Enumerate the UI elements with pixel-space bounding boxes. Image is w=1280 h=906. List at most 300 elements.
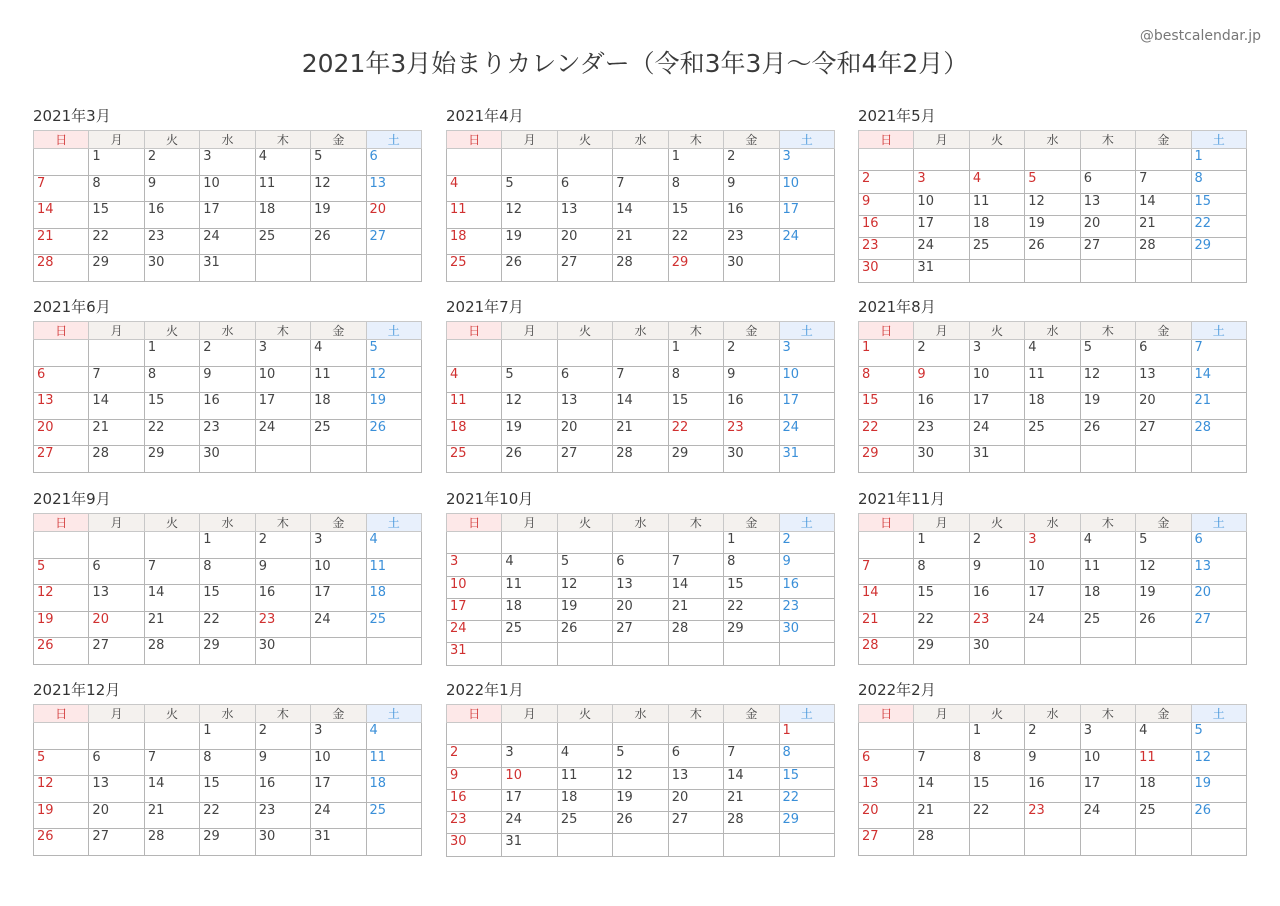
day-cell: 3 (311, 723, 366, 750)
week-row (34, 638, 422, 665)
day-cell: 9 (914, 366, 969, 393)
month-table (446, 704, 835, 857)
day-cell: 27 (89, 638, 144, 665)
day-cell: 25 (447, 446, 502, 473)
day-cell: 17 (779, 202, 834, 229)
day-cell: 13 (1136, 366, 1191, 393)
empty-cell (914, 723, 969, 750)
weekday-header-row (859, 514, 1247, 532)
day-cell: 19 (366, 393, 421, 420)
day-cell: 18 (969, 215, 1024, 237)
empty-cell (724, 834, 779, 856)
day-cell: 25 (1080, 611, 1135, 638)
weekday-header: 水 (1025, 322, 1080, 340)
weekday-header: 土 (1191, 705, 1246, 723)
day-cell: 25 (557, 812, 612, 834)
day-cell: 16 (255, 776, 310, 803)
empty-cell (1080, 638, 1135, 665)
week-row (34, 558, 422, 585)
weekday-header: 月 (89, 131, 144, 149)
day-cell: 12 (311, 175, 366, 202)
empty-cell (89, 532, 144, 559)
day-cell: 16 (144, 202, 199, 229)
day-cell: 3 (311, 532, 366, 559)
weekday-header: 金 (311, 322, 366, 340)
day-cell: 2 (447, 745, 502, 767)
day-cell: 22 (1191, 215, 1246, 237)
day-cell: 3 (779, 340, 834, 367)
day-cell: 11 (1136, 749, 1191, 776)
day-cell: 10 (914, 193, 969, 215)
day-cell: 16 (200, 393, 255, 420)
weekday-header: 木 (668, 705, 723, 723)
day-cell: 23 (447, 812, 502, 834)
day-cell: 1 (779, 723, 834, 745)
day-cell: 14 (34, 202, 89, 229)
empty-cell (1025, 260, 1080, 282)
day-cell: 24 (502, 812, 557, 834)
day-cell: 5 (311, 149, 366, 176)
weekday-header: 金 (311, 514, 366, 532)
day-cell: 14 (724, 767, 779, 789)
day-cell: 22 (200, 802, 255, 829)
month-table (33, 704, 422, 856)
day-cell: 25 (502, 621, 557, 643)
empty-cell (1025, 446, 1080, 473)
weekday-header: 日 (34, 131, 89, 149)
day-cell: 19 (34, 611, 89, 638)
month-table (858, 130, 1247, 283)
month-calendar (858, 680, 1247, 856)
day-cell: 16 (969, 585, 1024, 612)
day-cell: 2 (144, 149, 199, 176)
day-cell: 5 (34, 749, 89, 776)
day-cell: 5 (1025, 171, 1080, 193)
weekday-header: 日 (859, 131, 914, 149)
month-calendar (446, 680, 835, 857)
day-cell: 19 (34, 802, 89, 829)
weekday-header: 月 (502, 514, 557, 532)
empty-cell (447, 532, 502, 554)
weekday-header: 日 (447, 705, 502, 723)
day-cell: 28 (724, 812, 779, 834)
month-title: 2021年12月 (33, 681, 121, 699)
day-cell: 15 (779, 767, 834, 789)
empty-cell (366, 638, 421, 665)
weekday-header: 木 (1080, 322, 1135, 340)
day-cell: 11 (366, 749, 421, 776)
month-calendar (446, 489, 835, 666)
month-title: 2021年3月 (33, 107, 111, 125)
day-cell: 11 (447, 393, 502, 420)
empty-cell (502, 643, 557, 665)
day-cell: 14 (144, 585, 199, 612)
day-cell: 21 (613, 228, 668, 255)
week-row (859, 340, 1247, 367)
day-cell: 24 (779, 419, 834, 446)
empty-cell (1191, 829, 1246, 856)
week-row (34, 175, 422, 202)
empty-cell (557, 532, 612, 554)
empty-cell (1191, 638, 1246, 665)
day-cell: 16 (724, 393, 779, 420)
week-row (34, 393, 422, 420)
week-row (447, 723, 835, 745)
day-cell: 31 (311, 829, 366, 856)
empty-cell (969, 829, 1024, 856)
empty-cell (969, 260, 1024, 282)
day-cell: 3 (779, 149, 834, 176)
day-cell: 8 (914, 558, 969, 585)
day-cell: 3 (1025, 532, 1080, 559)
day-cell: 22 (969, 802, 1024, 829)
day-cell: 11 (1025, 366, 1080, 393)
week-row (859, 638, 1247, 665)
week-row (859, 238, 1247, 260)
day-cell: 25 (366, 802, 421, 829)
week-row (447, 576, 835, 598)
day-cell: 28 (613, 255, 668, 282)
day-cell: 6 (366, 149, 421, 176)
day-cell: 25 (366, 611, 421, 638)
weekday-header: 木 (1080, 705, 1135, 723)
day-cell: 20 (557, 419, 612, 446)
day-cell: 26 (311, 228, 366, 255)
day-cell: 2 (859, 171, 914, 193)
day-cell: 6 (613, 554, 668, 576)
empty-cell (613, 149, 668, 176)
weekday-header: 火 (144, 131, 199, 149)
day-cell: 31 (969, 446, 1024, 473)
week-row (447, 598, 835, 620)
day-cell: 27 (859, 829, 914, 856)
day-cell: 10 (502, 767, 557, 789)
empty-cell (557, 340, 612, 367)
week-row (859, 558, 1247, 585)
weekday-header: 水 (613, 131, 668, 149)
day-cell: 22 (89, 228, 144, 255)
empty-cell (34, 149, 89, 176)
empty-cell (668, 532, 723, 554)
weekday-header-row (447, 705, 835, 723)
day-cell: 30 (255, 638, 310, 665)
week-row (447, 643, 835, 665)
month-title: 2021年7月 (446, 298, 524, 316)
day-cell: 2 (724, 340, 779, 367)
day-cell: 20 (89, 611, 144, 638)
day-cell: 31 (914, 260, 969, 282)
month-table (33, 130, 422, 282)
day-cell: 2 (779, 532, 834, 554)
week-row (34, 340, 422, 367)
empty-cell (255, 255, 310, 282)
empty-cell (144, 532, 199, 559)
day-cell: 1 (144, 340, 199, 367)
day-cell: 17 (914, 215, 969, 237)
weekday-header: 土 (779, 322, 834, 340)
day-cell: 13 (859, 776, 914, 803)
month-title: 2022年1月 (446, 681, 524, 699)
empty-cell (613, 340, 668, 367)
day-cell: 1 (200, 723, 255, 750)
day-cell: 14 (914, 776, 969, 803)
weekday-header: 月 (502, 322, 557, 340)
weekday-header: 日 (859, 705, 914, 723)
day-cell: 15 (1191, 193, 1246, 215)
day-cell: 9 (447, 767, 502, 789)
day-cell: 5 (1136, 532, 1191, 559)
page-title: 2021年3月始まりカレンダー（令和3年3月〜令和4年2月） (301, 49, 969, 78)
day-cell: 28 (914, 829, 969, 856)
week-row (34, 776, 422, 803)
day-cell: 4 (447, 366, 502, 393)
week-row (447, 228, 835, 255)
day-cell: 22 (724, 598, 779, 620)
weekday-header: 水 (613, 705, 668, 723)
day-cell: 30 (447, 834, 502, 856)
empty-cell (447, 723, 502, 745)
day-cell: 24 (311, 802, 366, 829)
day-cell: 7 (144, 558, 199, 585)
day-cell: 23 (724, 419, 779, 446)
day-cell: 18 (366, 776, 421, 803)
month-table (446, 130, 835, 282)
day-cell: 13 (557, 202, 612, 229)
day-cell: 3 (914, 171, 969, 193)
day-cell: 7 (1136, 171, 1191, 193)
day-cell: 14 (89, 393, 144, 420)
day-cell: 2 (200, 340, 255, 367)
day-cell: 10 (311, 558, 366, 585)
weekday-header: 火 (969, 705, 1024, 723)
day-cell: 23 (969, 611, 1024, 638)
empty-cell (668, 723, 723, 745)
day-cell: 15 (200, 776, 255, 803)
weekday-header: 水 (200, 514, 255, 532)
day-cell: 17 (200, 202, 255, 229)
day-cell: 16 (724, 202, 779, 229)
day-cell: 8 (668, 366, 723, 393)
day-cell: 14 (668, 576, 723, 598)
day-cell: 26 (1080, 419, 1135, 446)
day-cell: 13 (1080, 193, 1135, 215)
weekday-header: 土 (1191, 322, 1246, 340)
empty-cell (779, 643, 834, 665)
day-cell: 3 (447, 554, 502, 576)
weekday-header: 火 (969, 514, 1024, 532)
day-cell: 24 (447, 621, 502, 643)
weekday-header: 木 (668, 131, 723, 149)
day-cell: 25 (255, 228, 310, 255)
day-cell: 23 (255, 802, 310, 829)
day-cell: 19 (1136, 585, 1191, 612)
day-cell: 24 (1080, 802, 1135, 829)
empty-cell (557, 834, 612, 856)
day-cell: 21 (668, 598, 723, 620)
day-cell: 14 (1191, 366, 1246, 393)
day-cell: 12 (1080, 366, 1135, 393)
day-cell: 25 (969, 238, 1024, 260)
week-row (34, 446, 422, 473)
day-cell: 6 (557, 366, 612, 393)
day-cell: 30 (200, 446, 255, 473)
day-cell: 6 (668, 745, 723, 767)
day-cell: 10 (779, 366, 834, 393)
week-row (859, 585, 1247, 612)
day-cell: 23 (914, 419, 969, 446)
day-cell: 8 (969, 749, 1024, 776)
month-title: 2021年5月 (858, 107, 936, 125)
day-cell: 7 (613, 175, 668, 202)
day-cell: 20 (859, 802, 914, 829)
week-row (34, 202, 422, 229)
empty-cell (311, 255, 366, 282)
day-cell: 27 (1080, 238, 1135, 260)
weekday-header: 土 (366, 514, 421, 532)
day-cell: 7 (724, 745, 779, 767)
day-cell: 13 (557, 393, 612, 420)
day-cell: 7 (89, 366, 144, 393)
empty-cell (859, 723, 914, 750)
empty-cell (1136, 149, 1191, 171)
day-cell: 12 (1025, 193, 1080, 215)
month-calendar (33, 680, 422, 856)
day-cell: 9 (255, 749, 310, 776)
day-cell: 8 (779, 745, 834, 767)
day-cell: 27 (557, 255, 612, 282)
weekday-header-row (859, 131, 1247, 149)
week-row (34, 255, 422, 282)
day-cell: 21 (1136, 215, 1191, 237)
day-cell: 6 (557, 175, 612, 202)
day-cell: 22 (668, 419, 723, 446)
empty-cell (1080, 446, 1135, 473)
week-row (447, 393, 835, 420)
day-cell: 21 (724, 789, 779, 811)
day-cell: 10 (1025, 558, 1080, 585)
week-row (447, 255, 835, 282)
weekday-header: 日 (447, 131, 502, 149)
month-calendar (858, 106, 1247, 283)
week-row (447, 175, 835, 202)
day-cell: 4 (447, 175, 502, 202)
day-cell: 17 (969, 393, 1024, 420)
week-row (34, 611, 422, 638)
day-cell: 5 (1080, 340, 1135, 367)
week-row (859, 171, 1247, 193)
day-cell: 31 (502, 834, 557, 856)
day-cell: 22 (859, 419, 914, 446)
day-cell: 5 (502, 175, 557, 202)
week-row (859, 193, 1247, 215)
weekday-header: 木 (255, 705, 310, 723)
day-cell: 9 (144, 175, 199, 202)
empty-cell (34, 532, 89, 559)
weekday-header: 火 (557, 131, 612, 149)
day-cell: 13 (34, 393, 89, 420)
week-row (447, 446, 835, 473)
weekday-header-row (34, 705, 422, 723)
day-cell: 13 (613, 576, 668, 598)
empty-cell (1080, 260, 1135, 282)
day-cell: 25 (1025, 419, 1080, 446)
weekday-header: 日 (447, 514, 502, 532)
day-cell: 29 (1191, 238, 1246, 260)
day-cell: 21 (89, 419, 144, 446)
empty-cell (502, 532, 557, 554)
day-cell: 5 (613, 745, 668, 767)
day-cell: 7 (668, 554, 723, 576)
weekday-header: 水 (200, 322, 255, 340)
day-cell: 29 (200, 638, 255, 665)
month-table (858, 513, 1247, 665)
day-cell: 17 (502, 789, 557, 811)
day-cell: 1 (969, 723, 1024, 750)
day-cell: 29 (914, 638, 969, 665)
weekday-header: 火 (557, 322, 612, 340)
week-row (34, 419, 422, 446)
week-row (859, 532, 1247, 559)
empty-cell (914, 149, 969, 171)
day-cell: 2 (724, 149, 779, 176)
weekday-header: 木 (668, 322, 723, 340)
day-cell: 27 (557, 446, 612, 473)
day-cell: 12 (34, 776, 89, 803)
day-cell: 9 (724, 366, 779, 393)
week-row (34, 723, 422, 750)
day-cell: 18 (502, 598, 557, 620)
day-cell: 1 (200, 532, 255, 559)
day-cell: 24 (1025, 611, 1080, 638)
weekday-header: 金 (1136, 705, 1191, 723)
day-cell: 8 (89, 175, 144, 202)
day-cell: 10 (255, 366, 310, 393)
empty-cell (1025, 638, 1080, 665)
day-cell: 27 (1136, 419, 1191, 446)
day-cell: 18 (1136, 776, 1191, 803)
weekday-header: 水 (613, 514, 668, 532)
day-cell: 23 (724, 228, 779, 255)
day-cell: 18 (447, 419, 502, 446)
day-cell: 10 (447, 576, 502, 598)
day-cell: 19 (1025, 215, 1080, 237)
weekday-header: 木 (668, 514, 723, 532)
day-cell: 18 (1080, 585, 1135, 612)
day-cell: 28 (34, 255, 89, 282)
weekday-header-row (447, 131, 835, 149)
day-cell: 27 (1191, 611, 1246, 638)
day-cell: 16 (447, 789, 502, 811)
week-row (859, 749, 1247, 776)
weekday-header: 土 (366, 322, 421, 340)
day-cell: 9 (255, 558, 310, 585)
day-cell: 28 (144, 829, 199, 856)
day-cell: 17 (447, 598, 502, 620)
day-cell: 8 (1191, 171, 1246, 193)
day-cell: 6 (859, 749, 914, 776)
day-cell: 18 (366, 585, 421, 612)
weekday-header: 金 (724, 514, 779, 532)
day-cell: 17 (1025, 585, 1080, 612)
empty-cell (613, 532, 668, 554)
day-cell: 26 (1136, 611, 1191, 638)
day-cell: 4 (1025, 340, 1080, 367)
weekday-header-row (447, 322, 835, 340)
day-cell: 11 (557, 767, 612, 789)
day-cell: 24 (914, 238, 969, 260)
month-calendar (446, 297, 835, 473)
day-cell: 18 (1025, 393, 1080, 420)
